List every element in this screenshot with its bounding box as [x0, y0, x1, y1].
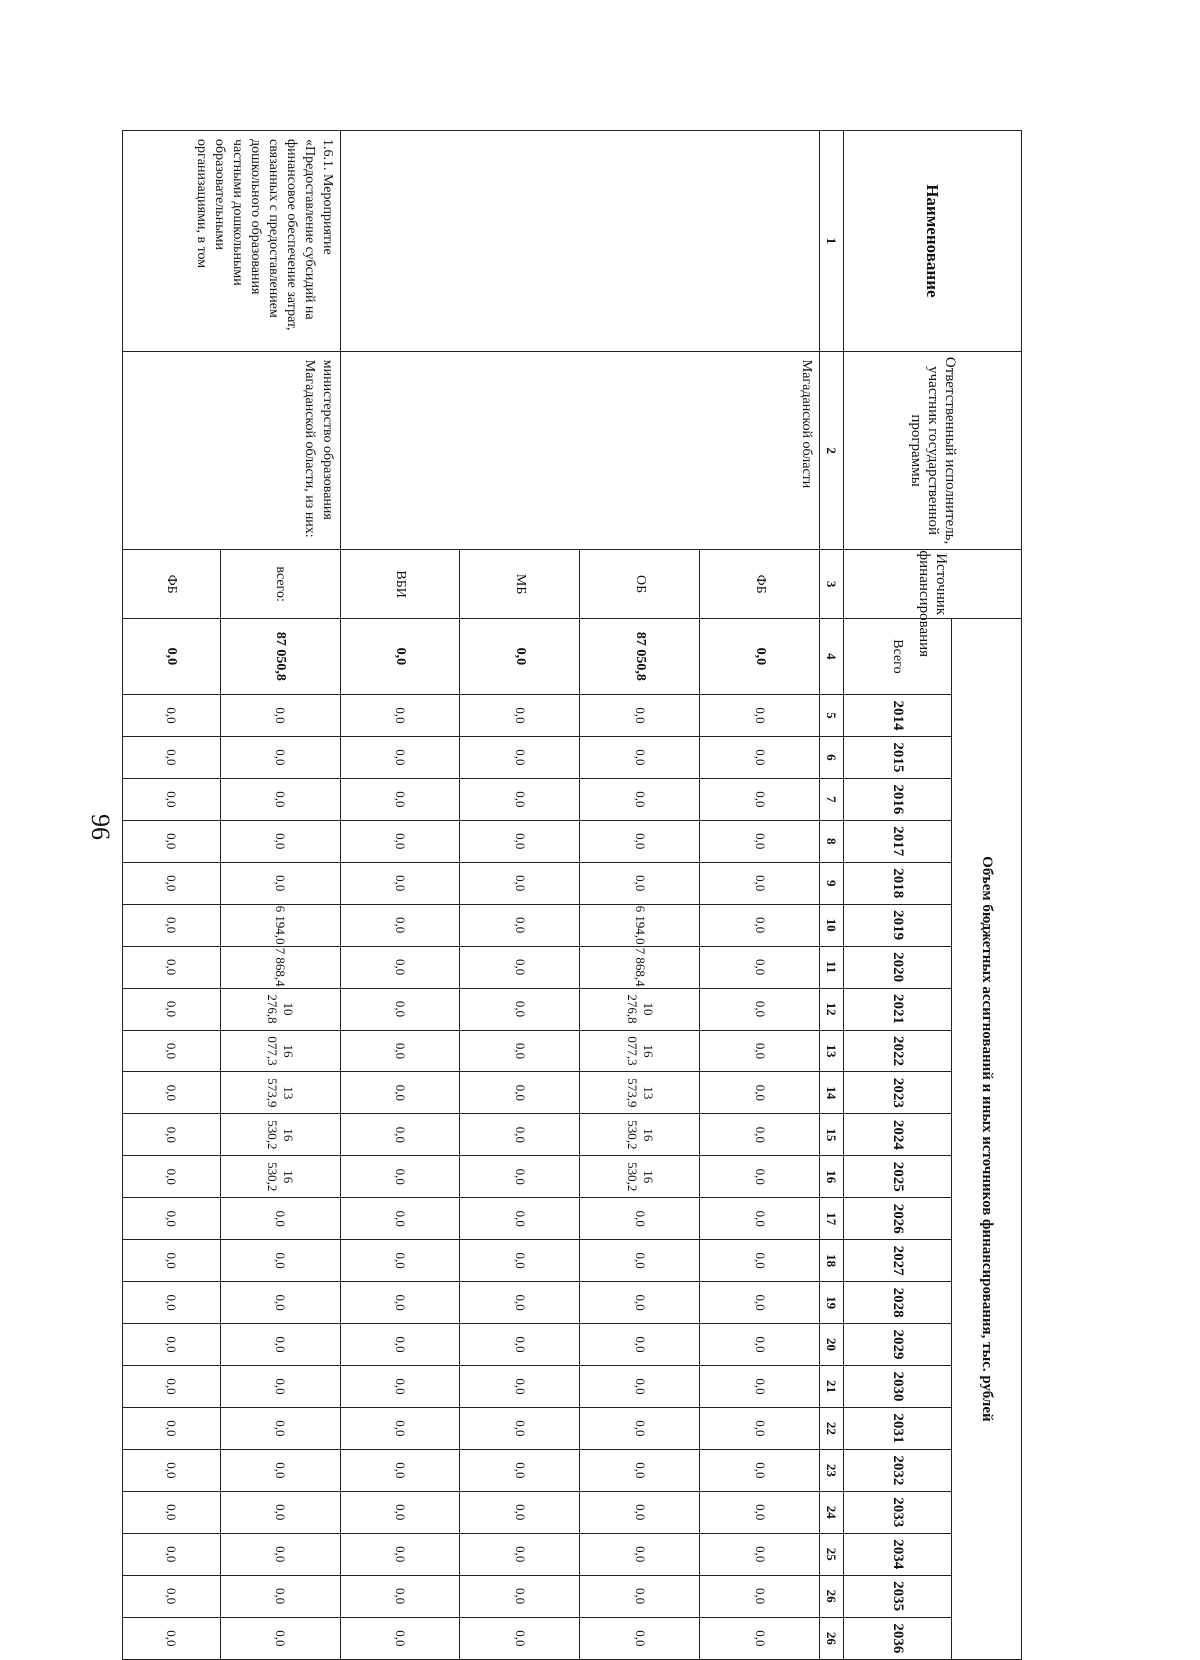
source-cell: всего:: [220, 550, 340, 618]
event-executor-cell: министерство образования Магаданской области, из них:: [123, 351, 341, 550]
year-value-cell: 0,0: [340, 1324, 460, 1366]
table-row: [220, 131, 340, 1660]
table-body: [123, 131, 820, 1660]
year-value-cell: 0,0: [123, 1240, 221, 1282]
header-year: 2018: [844, 862, 952, 904]
year-value-cell: 0,0: [340, 1366, 460, 1408]
year-value-cell: 0,0: [700, 862, 820, 904]
year-value-cell: 0,0: [700, 736, 820, 778]
year-value-cell: 0,0: [580, 1198, 700, 1240]
year-value-cell: 0,0: [580, 1617, 700, 1659]
year-value-cell: 0,0: [700, 1491, 820, 1533]
page-number: 96: [86, 814, 115, 840]
year-value-cell: 0,0: [340, 1575, 460, 1617]
year-value-cell: 0,0: [580, 778, 700, 820]
year-value-cell: 0,0: [123, 695, 221, 737]
year-value-cell: 0,0: [220, 695, 340, 737]
column-number: 4: [820, 618, 844, 694]
event-name-cell: 1.6.1. Мероприятие «Предоставление субсидий на финансовое обеспечение затрат, связанных с предоставлением дошкольного образования частными дошкольными образовательными организациями, в том: [123, 131, 341, 352]
header-year: 2019: [844, 904, 952, 946]
header-year: 2031: [844, 1407, 952, 1449]
year-value-cell: 0,0: [460, 1324, 580, 1366]
year-value-cell: 0,0: [700, 1575, 820, 1617]
column-number: 18: [820, 1240, 844, 1282]
year-value-cell: 0,0: [340, 820, 460, 862]
year-value-cell: 0,0: [700, 1198, 820, 1240]
year-value-cell: 0,0: [700, 1407, 820, 1449]
year-value-cell: 0,0: [460, 862, 580, 904]
year-value-cell: 0,0: [460, 1617, 580, 1659]
year-value-cell: 0,0: [123, 1617, 221, 1659]
year-value-cell: 0,0: [340, 778, 460, 820]
year-value-cell: 0,0: [460, 778, 580, 820]
year-value-cell: 0,0: [460, 1449, 580, 1491]
year-value-cell: 0,0: [123, 1407, 221, 1449]
year-value-cell: 0,0: [123, 1449, 221, 1491]
year-value-cell: 0,0: [220, 820, 340, 862]
header-year: 2022: [844, 1030, 952, 1072]
year-value-cell: 0,0: [220, 1240, 340, 1282]
header-year: 2024: [844, 1114, 952, 1156]
year-value-cell: 13 573,9: [580, 1072, 700, 1114]
year-value-cell: 0,0: [340, 1114, 460, 1156]
year-value-cell: 0,0: [580, 736, 700, 778]
year-value-cell: 0,0: [123, 862, 221, 904]
column-number: 14: [820, 1072, 844, 1114]
year-value-cell: 0,0: [220, 1617, 340, 1659]
total-cell: 87 050,8: [220, 618, 340, 694]
year-value-cell: 0,0: [220, 1407, 340, 1449]
responsible-cell-continued: Магаданской области: [340, 351, 819, 550]
source-cell: ОБ: [580, 550, 700, 618]
year-value-cell: 0,0: [700, 1072, 820, 1114]
year-value-cell: 0,0: [700, 988, 820, 1030]
year-value-cell: 0,0: [340, 1198, 460, 1240]
year-value-cell: 0,0: [700, 1366, 820, 1408]
year-value-cell: 0,0: [580, 1575, 700, 1617]
header-year: 2035: [844, 1575, 952, 1617]
header-name: Наименование: [844, 131, 1022, 352]
year-value-cell: 16 077,3: [580, 1030, 700, 1072]
year-value-cell: 0,0: [580, 1407, 700, 1449]
year-value-cell: 0,0: [580, 820, 700, 862]
header-year: 2034: [844, 1533, 952, 1575]
year-value-cell: 0,0: [460, 1282, 580, 1324]
column-number: 1: [820, 131, 844, 352]
column-number: 12: [820, 988, 844, 1030]
year-value-cell: 0,0: [700, 1030, 820, 1072]
year-value-cell: 0,0: [340, 695, 460, 737]
year-value-cell: 0,0: [700, 1324, 820, 1366]
column-number: 26: [820, 1575, 844, 1617]
column-number: 23: [820, 1449, 844, 1491]
year-value-cell: 0,0: [460, 820, 580, 862]
year-value-cell: 0,0: [123, 1156, 221, 1198]
year-value-cell: 16 530,2: [220, 1114, 340, 1156]
rotated-table-wrapper: [122, 130, 1022, 1660]
year-value-cell: 0,0: [123, 1198, 221, 1240]
year-value-cell: 0,0: [340, 1072, 460, 1114]
column-number: 2: [820, 351, 844, 550]
year-value-cell: 0,0: [580, 695, 700, 737]
year-value-cell: 0,0: [123, 1575, 221, 1617]
year-value-cell: 0,0: [340, 1030, 460, 1072]
header-row-1: [952, 131, 1022, 1660]
year-value-cell: 0,0: [220, 778, 340, 820]
year-value-cell: 0,0: [700, 946, 820, 988]
year-value-cell: 0,0: [340, 1533, 460, 1575]
year-value-cell: 7 868,4: [580, 946, 700, 988]
year-value-cell: 0,0: [460, 1491, 580, 1533]
year-value-cell: 0,0: [700, 1533, 820, 1575]
year-value-cell: 0,0: [580, 1491, 700, 1533]
year-value-cell: 0,0: [460, 1407, 580, 1449]
year-value-cell: 6 194,0: [580, 904, 700, 946]
year-value-cell: 0,0: [700, 1240, 820, 1282]
year-value-cell: 0,0: [580, 1366, 700, 1408]
year-value-cell: 0,0: [123, 1366, 221, 1408]
year-value-cell: 0,0: [460, 1575, 580, 1617]
column-number: 13: [820, 1030, 844, 1072]
year-value-cell: 0,0: [340, 1617, 460, 1659]
header-year: 2020: [844, 946, 952, 988]
year-value-cell: 13 573,9: [220, 1072, 340, 1114]
year-value-cell: 0,0: [460, 1533, 580, 1575]
year-value-cell: 0,0: [123, 778, 221, 820]
source-cell: МБ: [460, 550, 580, 618]
source-cell: ФБ: [700, 550, 820, 618]
column-number: 7: [820, 778, 844, 820]
year-value-cell: 0,0: [700, 820, 820, 862]
year-value-cell: 0,0: [700, 1449, 820, 1491]
header-volume-title: Объем бюджетных ассигнований и иных источников финансирования, тыс. рублей: [952, 618, 1022, 1659]
year-value-cell: 0,0: [460, 1114, 580, 1156]
year-value-cell: 0,0: [220, 1198, 340, 1240]
year-value-cell: 0,0: [460, 988, 580, 1030]
year-value-cell: 16 530,2: [580, 1156, 700, 1198]
year-value-cell: 16 077,3: [220, 1030, 340, 1072]
year-value-cell: 0,0: [123, 820, 221, 862]
total-cell: 0,0: [700, 618, 820, 694]
header-total: Всего: [844, 618, 952, 694]
header-year: 2026: [844, 1198, 952, 1240]
year-value-cell: 0,0: [700, 904, 820, 946]
year-value-cell: 0,0: [123, 736, 221, 778]
year-value-cell: 10 276,8: [220, 988, 340, 1030]
header-year: 2015: [844, 736, 952, 778]
column-number: 11: [820, 946, 844, 988]
header-year: 2016: [844, 778, 952, 820]
year-value-cell: 0,0: [580, 1282, 700, 1324]
header-year: 2036: [844, 1617, 952, 1659]
year-value-cell: 0,0: [460, 1198, 580, 1240]
year-value-cell: 0,0: [340, 1282, 460, 1324]
year-value-cell: 0,0: [340, 904, 460, 946]
header-year: 2027: [844, 1240, 952, 1282]
header-year: 2017: [844, 820, 952, 862]
source-cell: ВБИ: [340, 550, 460, 618]
year-value-cell: 0,0: [220, 1533, 340, 1575]
year-value-cell: 0,0: [340, 988, 460, 1030]
year-value-cell: 0,0: [123, 1114, 221, 1156]
year-value-cell: 0,0: [123, 904, 221, 946]
header-year: 2033: [844, 1491, 952, 1533]
year-value-cell: 0,0: [123, 946, 221, 988]
year-value-cell: 0,0: [220, 1324, 340, 1366]
year-value-cell: 0,0: [700, 1282, 820, 1324]
year-value-cell: 0,0: [580, 1240, 700, 1282]
year-value-cell: 0,0: [340, 1449, 460, 1491]
total-cell: 0,0: [460, 618, 580, 694]
year-value-cell: 16 530,2: [580, 1114, 700, 1156]
column-number: 20: [820, 1324, 844, 1366]
year-value-cell: 0,0: [220, 1575, 340, 1617]
column-number: 17: [820, 1198, 844, 1240]
year-value-cell: 0,0: [460, 1240, 580, 1282]
year-value-cell: 0,0: [460, 1072, 580, 1114]
year-value-cell: 0,0: [340, 736, 460, 778]
column-number: 25: [820, 1533, 844, 1575]
column-number: 16: [820, 1156, 844, 1198]
column-number: 10: [820, 904, 844, 946]
year-value-cell: 6 194,0: [220, 904, 340, 946]
year-value-cell: 10 276,8: [580, 988, 700, 1030]
year-value-cell: 0,0: [220, 1449, 340, 1491]
year-value-cell: 0,0: [460, 695, 580, 737]
year-value-cell: 0,0: [220, 1366, 340, 1408]
year-value-cell: 0,0: [340, 1156, 460, 1198]
total-cell: 0,0: [123, 618, 221, 694]
year-value-cell: 0,0: [123, 1533, 221, 1575]
header-year: 2028: [844, 1282, 952, 1324]
year-value-cell: 0,0: [460, 904, 580, 946]
header-source: Источник финансирования: [844, 550, 1022, 618]
year-value-cell: 0,0: [460, 1030, 580, 1072]
header-year: 2029: [844, 1324, 952, 1366]
header-year: 2025: [844, 1156, 952, 1198]
year-value-cell: 0,0: [460, 946, 580, 988]
year-value-cell: 0,0: [700, 1114, 820, 1156]
financing-table: [122, 130, 1022, 1660]
header-year: 2014: [844, 695, 952, 737]
year-value-cell: 0,0: [700, 1617, 820, 1659]
year-value-cell: 0,0: [123, 1282, 221, 1324]
year-value-cell: 7 868,4: [220, 946, 340, 988]
year-value-cell: 0,0: [460, 736, 580, 778]
column-number: 8: [820, 820, 844, 862]
year-value-cell: 0,0: [123, 1324, 221, 1366]
year-value-cell: 0,0: [580, 1449, 700, 1491]
year-value-cell: 0,0: [220, 1491, 340, 1533]
header-year: 2032: [844, 1449, 952, 1491]
year-value-cell: 0,0: [340, 1491, 460, 1533]
year-value-cell: 0,0: [123, 1072, 221, 1114]
year-value-cell: 16 530,2: [220, 1156, 340, 1198]
year-value-cell: 0,0: [700, 695, 820, 737]
year-value-cell: 0,0: [220, 862, 340, 904]
column-number: 19: [820, 1282, 844, 1324]
header-responsible: Ответственный исполнитель, участник государственной программы: [844, 351, 1022, 550]
column-number: 24: [820, 1491, 844, 1533]
column-numbers-row: [820, 131, 844, 1660]
year-value-cell: 0,0: [340, 946, 460, 988]
column-number: 21: [820, 1366, 844, 1408]
source-cell: ФБ: [123, 550, 221, 618]
column-number: 26: [820, 1617, 844, 1659]
column-number: 5: [820, 695, 844, 737]
header-year: 2030: [844, 1366, 952, 1408]
year-value-cell: 0,0: [220, 1282, 340, 1324]
column-number: 22: [820, 1407, 844, 1449]
year-value-cell: 0,0: [700, 778, 820, 820]
column-number: 3: [820, 550, 844, 618]
table-row: [700, 131, 820, 1660]
year-value-cell: 0,0: [340, 1407, 460, 1449]
year-value-cell: 0,0: [580, 862, 700, 904]
column-number: 6: [820, 736, 844, 778]
year-value-cell: 0,0: [220, 736, 340, 778]
year-value-cell: 0,0: [580, 1324, 700, 1366]
year-value-cell: 0,0: [340, 1240, 460, 1282]
year-value-cell: 0,0: [340, 862, 460, 904]
year-value-cell: 0,0: [123, 1030, 221, 1072]
year-value-cell: 0,0: [580, 1533, 700, 1575]
column-number: 9: [820, 862, 844, 904]
year-value-cell: 0,0: [460, 1366, 580, 1408]
name-cell-continued: [340, 131, 819, 352]
total-cell: 87 050,8: [580, 618, 700, 694]
header-year: 2023: [844, 1072, 952, 1114]
year-value-cell: 0,0: [700, 1156, 820, 1198]
year-value-cell: 0,0: [123, 988, 221, 1030]
total-cell: 0,0: [340, 618, 460, 694]
column-number: 15: [820, 1114, 844, 1156]
year-value-cell: 0,0: [460, 1156, 580, 1198]
year-value-cell: 0,0: [123, 1491, 221, 1533]
header-year: 2021: [844, 988, 952, 1030]
